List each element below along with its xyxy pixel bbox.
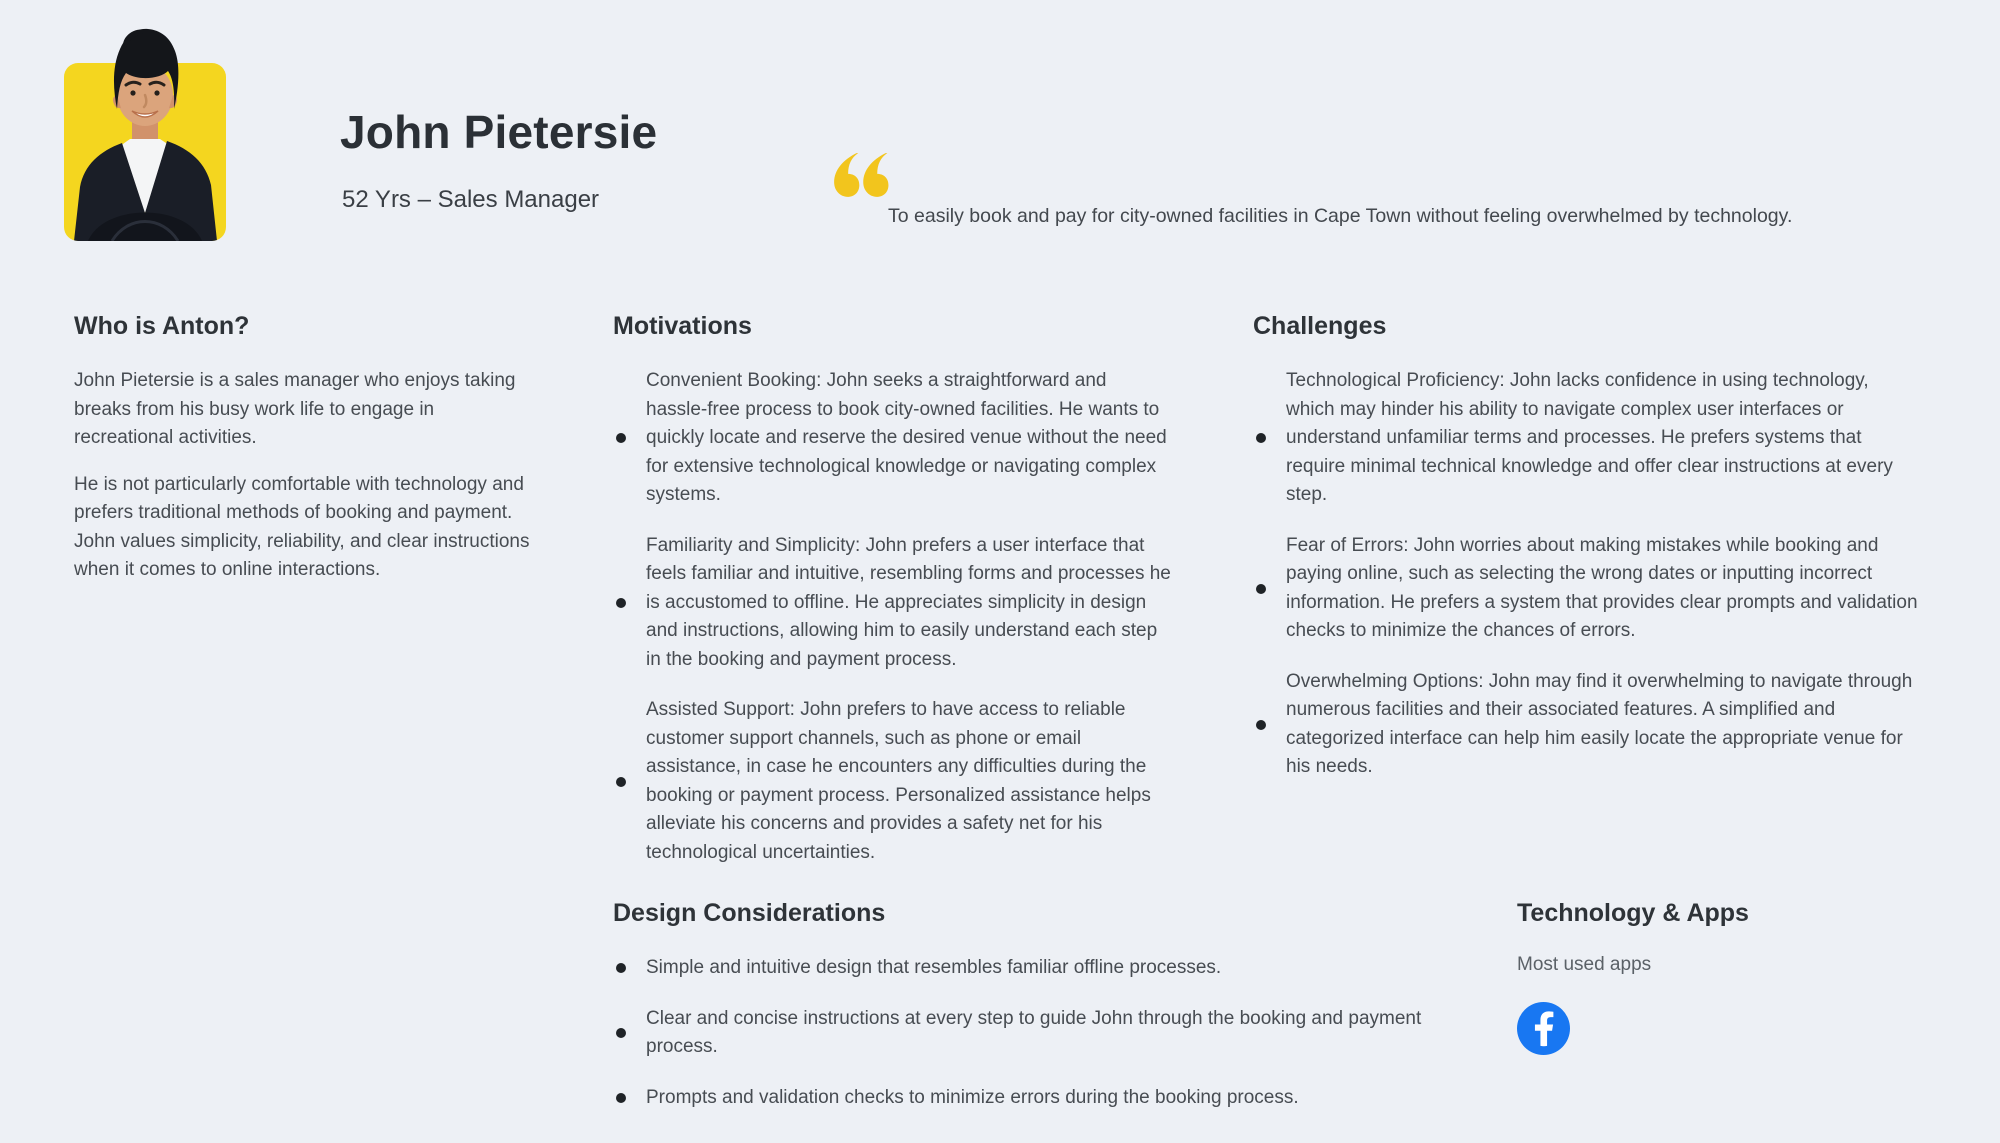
design-item: Clear and concise instructions at every step to guide John through the booking and payment process.	[613, 1005, 1423, 1062]
bullet-icon	[1256, 584, 1266, 594]
section-motivations	[613, 312, 1173, 889]
bullet-icon	[1256, 433, 1266, 443]
who-paragraph: He is not particularly comfortable with technology and prefers traditional methods of booking and payment. John values simplicity, reliability, and clear instructions when it comes to online interactions.	[74, 473, 530, 580]
who-paragraph: John Pietersie is a sales manager who enjoys taking breaks from his busy work life to engage in recreational activities.	[74, 370, 516, 448]
persona-goal-quote: To easily book and pay for city-owned facilities in Cape Town without feeling overwhelmed by technology.	[888, 205, 1793, 227]
bullet-icon	[616, 777, 626, 787]
section-technology-apps	[1517, 899, 1937, 1055]
avatar	[64, 27, 226, 241]
challenge-item: Fear of Errors: John worries about making mistakes while booking and paying online, such as selecting the wrong dates or inputting incorrect information. He prefers a system that provides clear prompts and validation checks to minimize the chances of errors.	[1253, 532, 1918, 646]
section-title-who: Who is Anton?	[74, 312, 250, 340]
section-title-challenges: Challenges	[1253, 312, 1387, 340]
persona-name: John Pietersie	[340, 106, 658, 158]
bullet-icon	[616, 433, 626, 443]
motivation-item: Convenient Booking: John seeks a straightforward and hassle-free process to book city-owned facilities. He wants to quickly locate and reserve the desired venue without the need for extensive technological knowledge or navigating complex systems.	[613, 367, 1173, 510]
design-item: Prompts and validation checks to minimize errors during the booking process.	[613, 1084, 1423, 1113]
bullet-icon	[616, 1028, 626, 1038]
section-challenges	[1253, 312, 1918, 804]
bullet-icon	[616, 1093, 626, 1103]
section-title-tech: Technology & Apps	[1517, 899, 1749, 927]
section-who	[74, 312, 536, 603]
facebook-icon	[1517, 1002, 1570, 1055]
bullet-icon	[616, 598, 626, 608]
design-item: Simple and intuitive design that resembles familiar offline processes.	[613, 954, 1423, 983]
motivation-item: Familiarity and Simplicity: John prefers a user interface that feels familiar and intuitive, resembling forms and processes he is accustomed to offline. He appreciates simplicity in design and instructions, allowing him to easily understand each step in the booking and payment process.	[613, 532, 1173, 675]
bullet-icon	[1256, 720, 1266, 730]
quote-icon	[833, 152, 889, 198]
most-used-apps-label: Most used apps	[1517, 954, 1652, 975]
persona-photo-illustration	[64, 27, 226, 241]
section-design-considerations	[613, 899, 1423, 1134]
challenge-item: Technological Proficiency: John lacks confidence in using technology, which may hinder his ability to navigate complex user interfaces or understand unfamiliar terms and processes. He prefers systems that require minimal technical knowledge and offer clear instructions at every step.	[1253, 367, 1918, 510]
section-title-design: Design Considerations	[613, 899, 886, 927]
challenge-item: Overwhelming Options: John may find it overwhelming to navigate through numerous facilities and their associated features. A simplified and categorized interface can help him easily locate the appropriate venue for his needs.	[1253, 668, 1918, 782]
motivation-item: Assisted Support: John prefers to have access to reliable customer support channels, such as phone or email assistance, in case he encounters any difficulties during the booking or payment process. Personalized assistance helps alleviate his concerns and provides a safety net for his technological uncertainties.	[613, 696, 1173, 867]
section-title-motivations: Motivations	[613, 312, 752, 340]
bullet-icon	[616, 963, 626, 973]
persona-age-role: 52 Yrs – Sales Manager	[342, 186, 600, 213]
